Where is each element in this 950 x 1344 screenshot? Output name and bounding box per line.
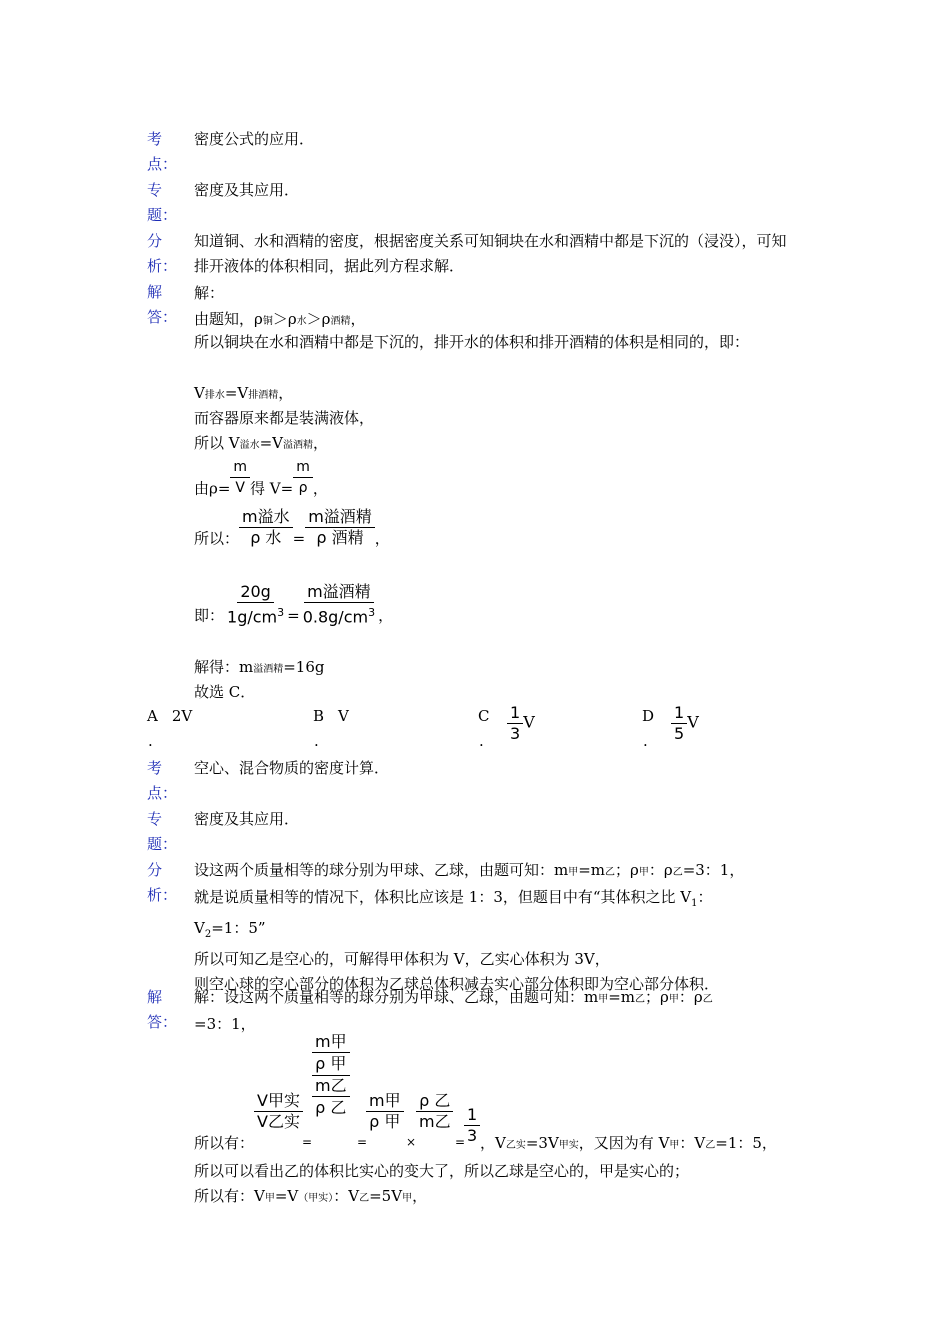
fraction-rho-yi-over-m-yi: ρ 乙 m乙: [416, 1091, 454, 1132]
solution-result: 解得：m溢酒精=16g: [194, 658, 325, 676]
jieda-intro-2: 解：设这两个质量相等的球分别为甲球、乙球，由题可知：m甲=m乙；ρ甲：ρ乙 =3：1，: [194, 988, 713, 1033]
option-d: D: [642, 707, 655, 725]
volume-ratio-derivation: 所以有： V甲实 V乙实 = m甲 ρ 甲 m乙 ρ 乙 = m甲 ρ 甲 × ρ 乙 m乙 = $\frac{1}{3}$ ，V乙实=3V甲实，又因为有 V甲：V乙=1：5，: [194, 1032, 777, 1152]
fenxi-text-2: 设这两个质量相等的球分别为甲球、乙球，由题可知：m甲=m乙；ρ甲：ρ乙=3：1， 就是说质量相等的情况下，体积比应该是 1：3，但题目中有“其体积之比 $V_1$： $V_2=1$：5” 所以可知乙是空心的，可解得甲体积为 V，乙实心体积为 3V， 则空心球的空心部分的体积为乙球总体积减去实心部分体积即为空心部分体积．: [194, 861, 745, 993]
label-zhuanti-2: 专 题：: [147, 810, 178, 853]
label-kaodian: 考 点：: [147, 130, 178, 173]
answer-choice: 故选 C．: [194, 683, 256, 701]
fraction-20g: $\frac{20g}{1g/cm^3}$: [227, 582, 285, 627]
option-a-dot: .: [148, 732, 153, 750]
option-b: B V: [313, 707, 349, 725]
label-zhuanti: 专 题：: [147, 181, 178, 224]
zhuanti-text: 密度及其应用．: [194, 181, 300, 199]
kaodian-text-2: 空心、混合物质的密度计算．: [194, 759, 390, 777]
label-jieda-2: 解 答：: [147, 988, 178, 1031]
fraction-m-over-rho: $\frac{m}{\rho}$: [293, 457, 313, 498]
volume-ratio-equation: 所以： $\frac{\text{m溢水}}{\text{ρ 水}}$ = $\frac{\text{m溢酒精}}{\text{ρ 酒精}}$ ，: [194, 507, 390, 548]
sink-explanation: 所以铜块在水和酒精中都是下沉的，排开水的体积和排开酒精的体积是相同的，即：: [194, 333, 750, 351]
option-b-dot: .: [314, 732, 319, 750]
hollow-conclusion: 所以可以看出乙的体积比实心的变大了，所以乙球是空心的，甲是实心的；: [194, 1162, 690, 1180]
fraction-m-yijiujing: $\frac{\text{m溢酒精}}{\text{ρ 酒精}}$: [305, 507, 375, 548]
label-fenxi-2: 分 析：: [147, 861, 178, 904]
option-a: A 2V: [147, 707, 193, 725]
container-full-text: 而容器原来都是装满液体，: [194, 409, 375, 427]
label-kaodian-2: 考 点：: [147, 759, 178, 802]
density-formula: 由ρ= $\frac{m}{V}$ 得 V= $\frac{m}{\rho}$ ，: [194, 459, 328, 498]
fraction-V-jiashi-over-V-yishi: V甲实 V乙实: [254, 1091, 303, 1132]
compound-fraction: m甲 ρ 甲 m乙 ρ 乙: [312, 1032, 350, 1119]
jie-text: 解：: [194, 284, 225, 302]
option-c-dot: .: [479, 732, 484, 750]
fraction-1-over-3: $\frac{1}{3}$: [464, 1105, 480, 1146]
option-c: C: [478, 707, 490, 725]
option-c-value: $\frac{1}{3}$ V: [507, 703, 535, 744]
label-jieda: 解 答：: [147, 283, 178, 326]
kaodian-text: 密度公式的应用．: [194, 130, 315, 148]
density-relation: 由题知，ρ铜＞ρ水＞ρ酒精，: [194, 310, 366, 328]
v-yi-equation: 所以 V溢水=V溢酒精，: [194, 434, 329, 452]
option-d-dot: .: [643, 732, 648, 750]
option-d-value: $\frac{1}{5}$ V: [671, 703, 699, 744]
volume-result: 所以有：V甲=V（甲实）：V乙=5V甲，: [194, 1187, 428, 1205]
fraction-m-over-V: $\frac{m}{V}$: [230, 457, 250, 498]
fraction-m-yijiujing-2: $\frac{\text{m溢酒精}}{0.8g/cm^3}$: [302, 582, 376, 627]
fraction-m-yishui: $\frac{\text{m溢水}}{\text{ρ 水}}$: [239, 507, 293, 548]
numeric-equation: 即： $\frac{20g}{1g/cm^3}$ = $\frac{\text{m溢酒精}}{0.8g/cm^3}$ ，: [194, 582, 394, 627]
v-pai-equation: V排水=V排酒精，: [194, 384, 294, 402]
fraction-m-jia-over-rho-jia: m甲 ρ 甲: [366, 1091, 404, 1132]
fenxi-text: 知道铜、水和酒精的密度，根据密度关系可知铜块在水和酒精中都是下沉的（浸没），可知排开液体的体积相同，据此列方程求解．: [194, 232, 787, 275]
label-fenxi: 分 析：: [147, 232, 178, 275]
zhuanti-text-2: 密度及其应用．: [194, 810, 300, 828]
